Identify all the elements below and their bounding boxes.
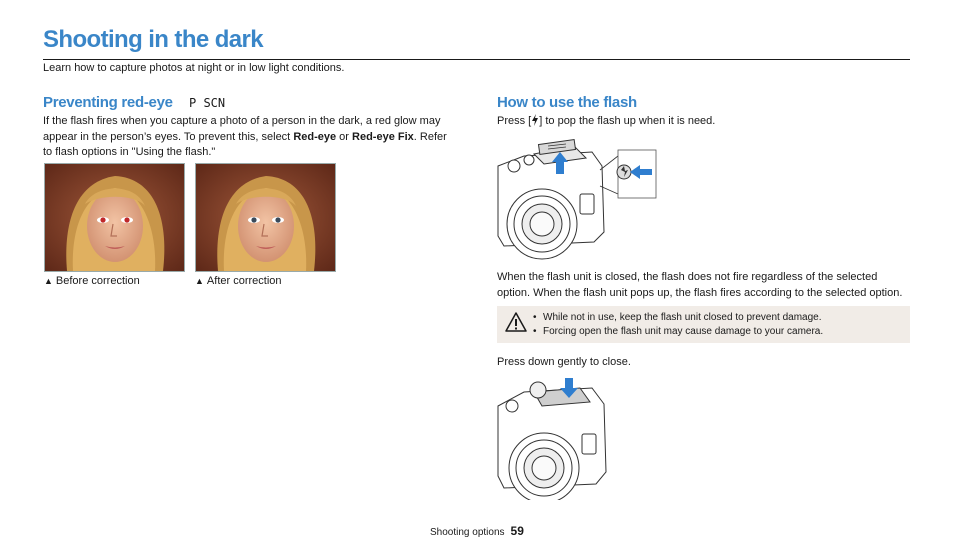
photo-after-correction [195, 163, 336, 272]
shooting-modes: P SCN [189, 96, 226, 110]
close-flash-instruction: Press down gently to close. [497, 356, 631, 368]
option-red-eye: Red-eye [293, 130, 337, 143]
caution-item: • While not in use, keep the flash unit closed to prevent damage. [533, 311, 823, 325]
camera-flash-open-illustration [494, 136, 660, 260]
press-flash-instruction: Press [ ] to pop the flash up when it is need. [497, 115, 716, 127]
caution-list [533, 311, 823, 339]
option-red-eye-fix: Red-eye Fix [352, 130, 414, 143]
footer-section: Shooting options [430, 527, 505, 538]
page-number: 59 [510, 524, 524, 538]
page-title: Shooting in the dark [43, 26, 263, 53]
camera-flash-close-illustration [494, 376, 624, 500]
section-heading-flash: How to use the flash [497, 94, 637, 111]
caution-item: • Forcing open the flash unit may cause damage to your camera. [533, 325, 823, 339]
triangle-marker-icon: ▲ [195, 276, 204, 286]
triangle-marker-icon: ▲ [44, 276, 53, 286]
title-divider [43, 59, 910, 60]
page-footer [430, 524, 524, 538]
red-eye-description: If the flash fires when you capture a photo of a person in the dark, a red glow may appear in the person’s eyes. To prevent this, select Red-eye or Red-eye Fix. Refer to flash options in "Using the flash." [43, 115, 447, 158]
section-heading-red-eye: Preventing red-eye [43, 94, 173, 111]
flash-behavior-description: When the flash unit is closed, the flash does not fire regardless of the selected option. When the flash unit pops up, the flash fires according to the selected option. [497, 271, 903, 299]
page-intro: Learn how to capture photos at night or in low light conditions. [43, 62, 345, 74]
caption-before: ▲ Before correction [44, 275, 140, 287]
caption-after: ▲ After correction [195, 275, 282, 287]
caution-box [497, 306, 910, 343]
photo-before-correction [44, 163, 185, 272]
warning-triangle-icon [505, 312, 527, 332]
